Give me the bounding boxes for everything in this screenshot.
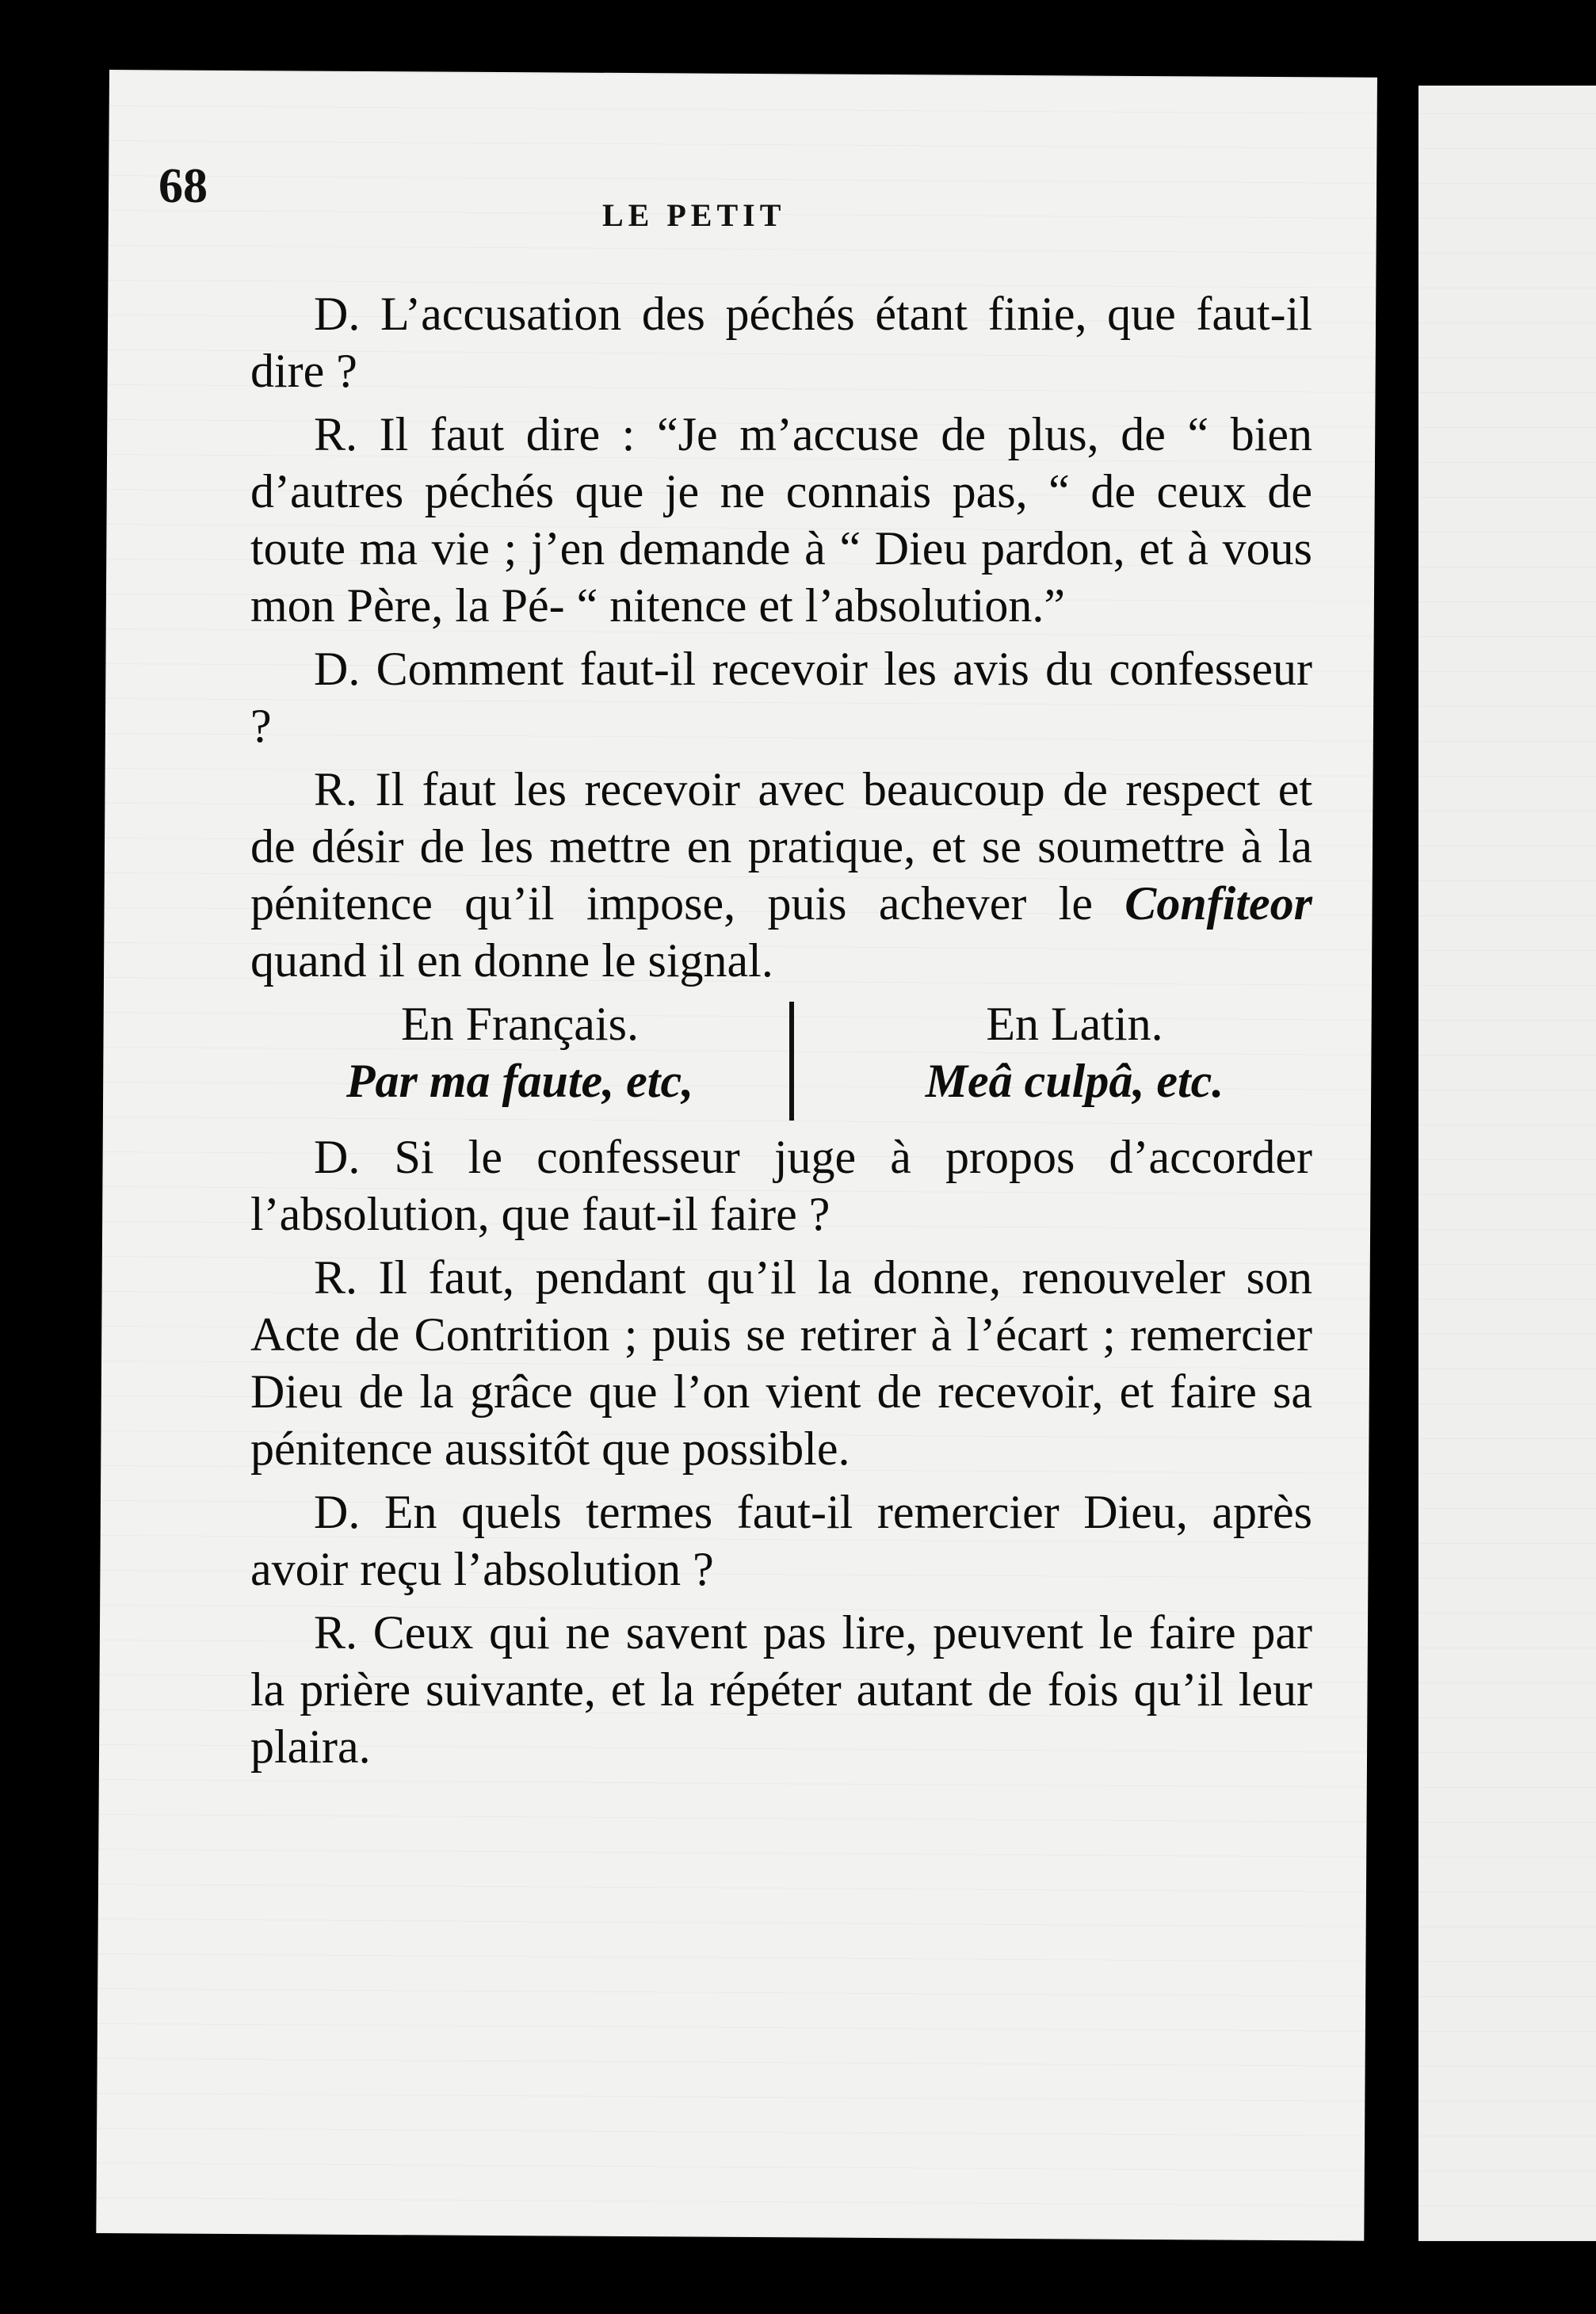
running-head [158, 158, 1284, 233]
question-paragraph: D. L’accusation des péchés étant finie, que faut-il dire ? [250, 288, 1312, 397]
answer-text: quand il en donne le signal. [250, 934, 773, 987]
confiteor-term: Confiteor [1124, 877, 1312, 930]
french-column [298, 995, 742, 1109]
page-body [250, 285, 1312, 1781]
page-number: 68 [158, 159, 208, 213]
question-paragraph: D. Si le confesseur juge à propos d’accorder l’absolution, que faut-il faire ? [250, 1131, 1312, 1240]
latin-column [853, 995, 1296, 1109]
french-phrase: Par ma faute, etc, [346, 1055, 694, 1107]
latin-heading: En Latin. [986, 998, 1163, 1050]
running-title: LE PETIT [602, 197, 786, 233]
question-paragraph: D. En quels termes faut-il remercier Dieu, après avoir reçu l’absolution ? [250, 1486, 1312, 1595]
answer-paragraph: R. Il faut, pendant qu’il la donne, renouveler son Acte de Contrition ; puis se retirer à l’écart ; remercier Dieu de la grâce que l’on vient de recevoir, et faire sa pénitence aussitôt que possible. [250, 1251, 1312, 1475]
book-gutter [1377, 71, 1418, 2259]
french-latin-table [298, 995, 1296, 1122]
answer-text: R. Il faut les recevoir avec beaucoup de respect et de désir de les mettre en pratique, et se soumettre à la pénitence qu’il impose, puis achever le [250, 763, 1312, 930]
question-paragraph: D. Comment faut-il recevoir les avis du confesseur ? [250, 643, 1312, 752]
french-heading: En Français. [401, 998, 639, 1050]
answer-paragraph: R. Il faut dire : “Je m’accuse de plus, de “ bien d’autres péchés que je ne connais pas, “ de ceux de toute ma vie ; j’en demande à “ Dieu pardon, et à vous mon Père, la Pé- “ nitence et l’absolution.” [250, 408, 1312, 632]
column-divider [789, 1002, 794, 1121]
latin-phrase: Meâ culpâ, etc. [925, 1055, 1224, 1107]
answer-paragraph: R. Ceux qui ne savent pas lire, peuvent le faire par la prière suivante, et la répéter autant de fois qu’il leur plaira. [250, 1606, 1312, 1773]
answer-paragraph [250, 761, 1312, 989]
right-page-edge [1418, 86, 1596, 2241]
